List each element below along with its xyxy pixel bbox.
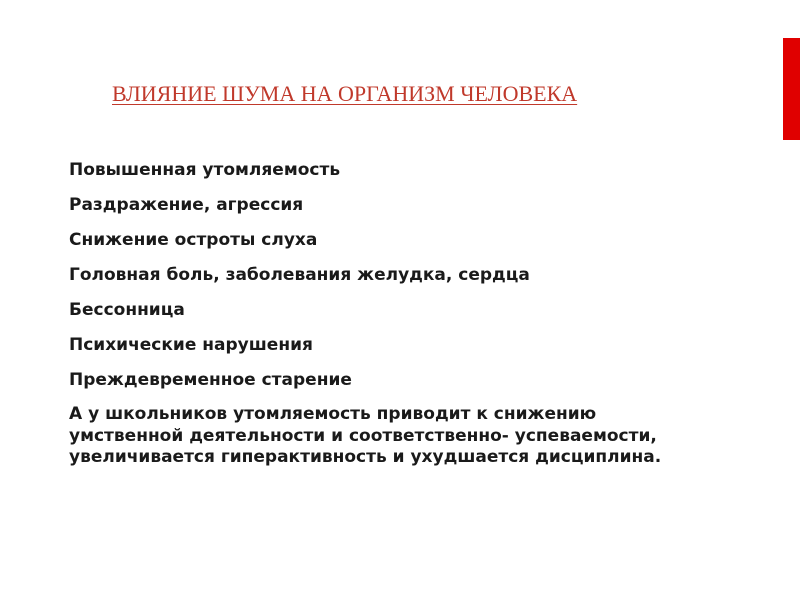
list-item-premature-aging: Преждевременное старение: [69, 370, 352, 390]
list-item-headache: Головная боль, заболевания желудка, сердца: [69, 265, 530, 285]
list-item-fatigue: Повышенная утомляемость: [69, 160, 341, 180]
list-item-hearing-loss: Снижение остроты слуха: [69, 230, 318, 250]
list-item-insomnia: Бессонница: [69, 300, 185, 320]
list-item-mental-disorders: Психические нарушения: [69, 335, 313, 355]
effects-list: [69, 159, 709, 481]
list-item-irritation: Раздражение, агрессия: [69, 195, 304, 215]
red-accent-bar: [783, 38, 800, 140]
slide-title: ВЛИЯНИЕ ШУМА НА ОРГАНИЗМ ЧЕЛОВЕКА: [112, 81, 578, 106]
list-item-schoolchildren: А у школьников утомляемость приводит к снижению умственной деятельности и соответственно- успеваемости, увеличивается гиперактивность и ухудшается дисциплина.: [69, 404, 662, 467]
